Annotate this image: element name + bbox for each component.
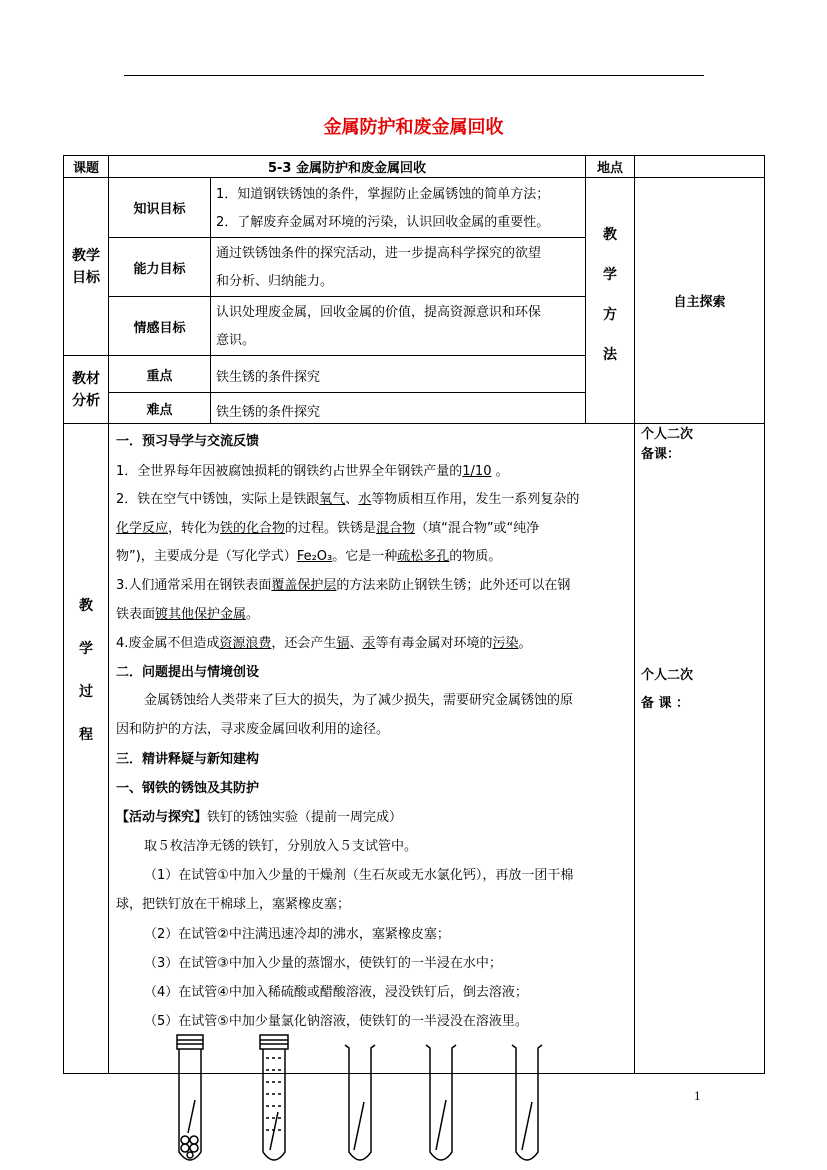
location-value (635, 156, 764, 177)
step-3: （3）在试管③中加入少量的蒸馏水，使铁钉的一半浸在水中； (144, 956, 502, 971)
page-number: 1 (694, 1088, 701, 1103)
para-3-line-1: 3.人们通常采用在钢铁表面覆盖保护层的方法来防止钢铁生锈；此外还可以在钢 (116, 578, 571, 593)
para-2-line-3: 物”)，主要成分是（写化学式）Fe₂O₃。它是一种疏松多孔的物质。 (116, 549, 502, 564)
subject-label: 课题 (72, 161, 99, 176)
key-point-label: 重点 (146, 368, 173, 384)
ability-goal-text: 通过铁锈蚀条件的探究活动，进一步提高科学探究的欲望 和分析、归纳能力。 (216, 246, 542, 289)
section-heading-1: 一．预习导学与交流反馈 (116, 434, 260, 449)
section-heading-4: 一、钢铁的锈蚀及其防护 (116, 781, 260, 796)
ability-goal-label: 能力目标 (133, 261, 186, 277)
test-tube-1 (177, 1035, 203, 1160)
method-label: 教 学 方 法 (603, 227, 617, 363)
emotion-goal-text: 认识处理废金属，回收金属的价值，提高资源意识和环保 意识。 (216, 305, 542, 348)
emotion-goal-label: 情感目标 (133, 320, 186, 336)
section-heading-2: 二．问题提出与情境创设 (116, 665, 260, 680)
para-4: 4.废金属不但造成资源浪费，还会产生镉、汞等有毒金属对环境的污染。 (116, 636, 532, 651)
para-2-line-1: 2．铁在空气中锈蚀，实际上是铁跟氧气、水等物质相互作用，发生一系列复杂的 (116, 492, 580, 507)
para-6: 取５枚洁净无锈的铁钉，分别放入５支试管中。 (144, 839, 418, 854)
section-heading-3: 三．精讲释疑与新知建构 (116, 752, 260, 767)
test-tube-4 (426, 1045, 456, 1160)
knowledge-goal-text: 1．知道钢铁锈蚀的条件，掌握防止金属锈蚀的简单方法； 2．了解废弃金属对环境的污染，认识回收金属的重要性。 (216, 187, 550, 230)
step-2: （2）在试管②中注满迅速冷却的沸水，塞紧橡皮塞； (144, 927, 450, 942)
header-rule (124, 75, 704, 76)
key-point-value: 铁生锈的条件探究 (216, 370, 321, 385)
test-tube-2 (260, 1035, 288, 1160)
para-5-line-1: 金属锈蚀给人类带来了巨大的损失，为了减少损失，需要研究金属锈蚀的原 (144, 693, 574, 708)
difficulty-label: 难点 (146, 402, 173, 418)
subject-value: 5-3 金属防护和废金属回收 (267, 161, 426, 176)
method-value: 自主探索 (673, 295, 726, 310)
location-label: 地点 (596, 161, 623, 176)
para-2-line-2: 化学反应，转化为铁的化合物的过程。铁锈是混合物（填“混合物”或“纯净 (116, 521, 540, 536)
para-5-line-2: 因和防护的方法，寻求废金属回收利用的途径。 (116, 722, 390, 737)
para-1: 1．全世界每年因被腐蚀损耗的钢铁约占世界全年钢铁产量的1/10 。 (116, 464, 509, 479)
step-4: （4）在试管④中加入稀硫酸或醋酸溶液，浸没铁钉后，倒去溶液； (144, 985, 528, 1000)
step-5: （5）在试管⑤中加少量氯化钠溶液，使铁钉的一半浸没在溶液里。 (144, 1014, 528, 1029)
revision-note-1: 个人二次 备课： (641, 427, 694, 462)
test-tube-3 (345, 1045, 375, 1160)
step-1-line-1: （1）在试管①中加入少量的干燥剂（生石灰或无水氯化钙），再放一团干棉 (144, 868, 574, 883)
goals-label: 教学目标 (72, 247, 100, 286)
process-label: 教 学 过 程 (79, 598, 93, 743)
revision-note-2: 个人二次 备 课 ： (641, 668, 694, 711)
knowledge-goal-label: 知识目标 (133, 202, 186, 217)
step-1-line-2: 球，把铁钉放在干棉球上，塞紧橡皮塞； (116, 897, 351, 912)
difficulty-value: 铁生锈的条件探究 (216, 405, 321, 420)
para-3-line-2: 铁表面镀其他保护金属。 (116, 607, 260, 622)
test-tube-5 (512, 1045, 542, 1160)
analysis-label: 教材分析 (72, 370, 100, 409)
activity-line: 【活动与探究】铁钉的锈蚀实验（提前一周完成） (116, 810, 403, 825)
page-title: 金属防护和废金属回收 (323, 117, 504, 138)
